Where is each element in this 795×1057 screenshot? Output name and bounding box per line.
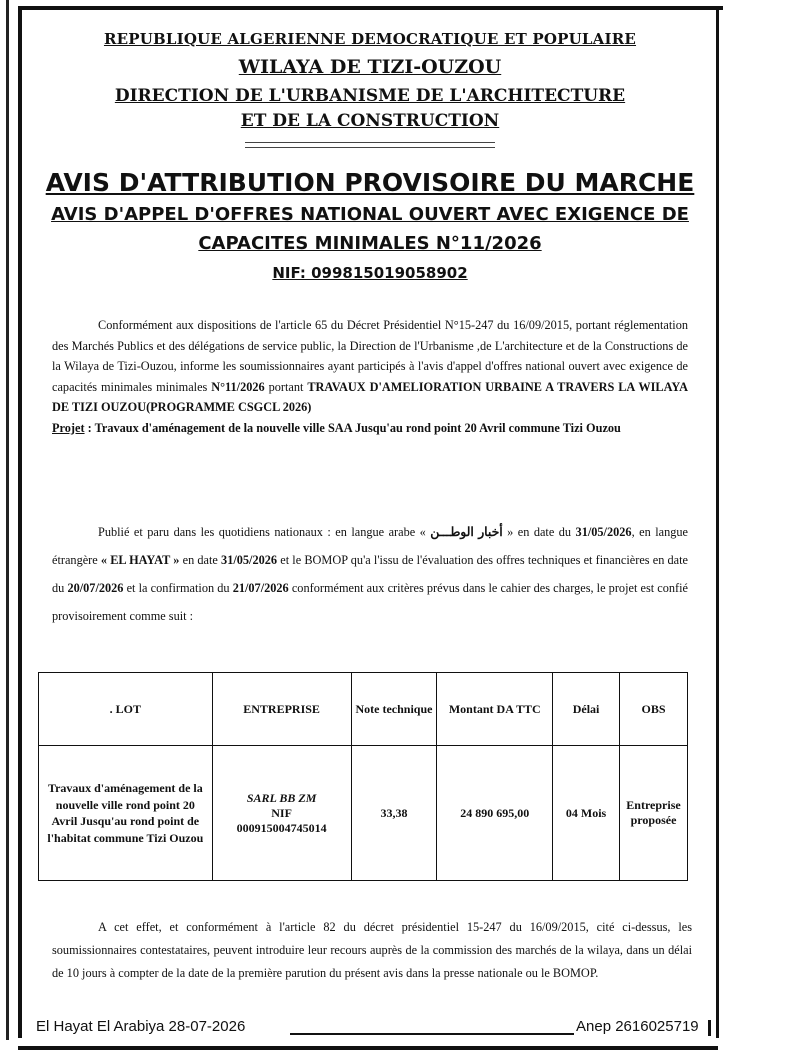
cell-obs: Entreprise proposée <box>620 746 688 881</box>
appeal-text: A cet effet, et conformément à l'article 82 du décret présidentiel 15-247 du 16/09/2015, cité ci-dessus, les soumissionnaires contestataires, peuvent introduire leur recours auprès de la commission des marchés de la wilaya, dans un délai de 10 jours à compter de la date de la première parution du présent avis dans la presse nationale ou le BOMOP. <box>52 920 692 980</box>
publication-text-f: et la confirmation du <box>123 581 233 595</box>
project-label: Projet <box>52 420 85 435</box>
publication-text-b: » en date du <box>502 525 576 539</box>
frame-border-right <box>716 6 719 1038</box>
cell-lot: Travaux d'aménagement de la nouvelle ville rond point 20 Avril Jusqu'au rond point de l'habitat commune Tizi Ouzou <box>39 746 213 881</box>
foreign-newspaper: « EL HAYAT » <box>100 553 180 567</box>
notice-subtitle-line2: CAPACITES MINIMALES N°11/2026 <box>198 233 542 254</box>
intro-text: Conformément aux dispositions de l'article 65 du Décret Présidentiel N°15-247 du 16/09/2015, portant réglementation des Marchés Publics et des délégations de service public, la Direction de l'Urbanisme ,de L'architecture et de la Constructions de la Wilaya de Tizi-Ouzou, informe les soumissionnaires ayant participés à l'avis d'appel d'offres national ouvert avec exigence de capacités minimales minimales <box>52 318 688 394</box>
intro-connector: portant <box>264 379 308 394</box>
works-title: TRAVAUX D'AMELIORATION URBAINE A TRAVERS LA WILAYA DE TIZI OUZOU(PROGRAMME CSGCL 2026) <box>52 379 688 414</box>
header-note: Note technique <box>351 673 437 746</box>
header-obs: OBS <box>620 673 688 746</box>
date-arabic-publication: 31/05/2026 <box>575 525 632 539</box>
frame-border-left <box>18 6 22 1038</box>
tender-number: N°11/2026 <box>211 379 265 394</box>
notice-title: AVIS D'ATTRIBUTION PROVISOIRE DU MARCHE <box>45 168 695 197</box>
nif-number: NIF: 099815019058902 <box>272 264 468 282</box>
cell-montant: 24 890 695,00 <box>437 746 553 881</box>
republic-heading: REPUBLIQUE ALGERIENNE DEMOCRATIQUE ET POPULAIRE <box>103 30 637 48</box>
outer-border-left <box>6 0 9 1040</box>
project-description: : Travaux d'aménagement de la nouvelle ville SAA Jusqu'au rond point 20 Avril commune Tizi Ouzou <box>84 420 621 435</box>
notice-subtitle-line1: AVIS D'APPEL D'OFFRES NATIONAL OUVERT AVEC EXIGENCE DE <box>51 204 689 225</box>
frame-border-bottom <box>18 1046 718 1050</box>
cell-note: 33,38 <box>351 746 437 881</box>
arabic-newspaper: أخبار الوطـــن <box>430 525 503 539</box>
wilaya-heading: WILAYA DE TIZI-OUZOU <box>238 56 502 78</box>
publication-text-e: et le BOMOP qu'a l'issu de l'évaluation des offres techniques et financières en date du <box>52 553 688 595</box>
attribution-table <box>38 672 688 881</box>
entreprise-nif: 000915004745014 <box>236 820 327 835</box>
cell-delai: 04 Mois <box>553 746 620 881</box>
direction-heading: DIRECTION DE L'URBANISME DE L'ARCHITECTURE <box>114 86 626 106</box>
frame-border-top <box>18 6 723 10</box>
header-divider <box>245 142 495 143</box>
publication-text-a: Publié et paru dans les quotidiens nationaux : en langue arabe « <box>98 525 431 539</box>
appeal-paragraph <box>52 916 692 985</box>
footer-corner-mark <box>708 1020 711 1036</box>
header-entreprise: ENTREPRISE <box>212 673 351 746</box>
table-header-row <box>39 673 688 746</box>
date-evaluation: 20/07/2026 <box>67 581 124 595</box>
intro-paragraph <box>52 315 688 438</box>
header-montant: Montant DA TTC <box>437 673 553 746</box>
entreprise-nif-label: NIF <box>271 805 292 820</box>
construction-heading: ET DE LA CONSTRUCTION <box>240 111 500 131</box>
date-confirmation: 21/07/2026 <box>232 581 289 595</box>
date-foreign-publication: 31/05/2026 <box>221 553 278 567</box>
entreprise-name: SARL BB ZM <box>246 790 317 805</box>
publication-text-g: conformément aux critères prévus dans le cahier des charges, le projet est confié provisoirement comme suit : <box>52 581 689 623</box>
footer-line <box>290 1033 574 1035</box>
header-delai: Délai <box>553 673 620 746</box>
footer-newspaper: El Hayat El Arabiya 28-07-2026 <box>36 1018 246 1035</box>
header-lot: . LOT <box>39 673 213 746</box>
header-divider-2 <box>245 147 495 148</box>
cell-entreprise <box>212 746 351 881</box>
table-row <box>39 746 688 881</box>
footer-anep-ref: Anep 2616025719 <box>576 1018 699 1035</box>
publication-paragraph <box>52 518 688 630</box>
publication-text-c: , en langue étrangère <box>52 525 688 567</box>
publication-text-d: en date <box>179 553 222 567</box>
